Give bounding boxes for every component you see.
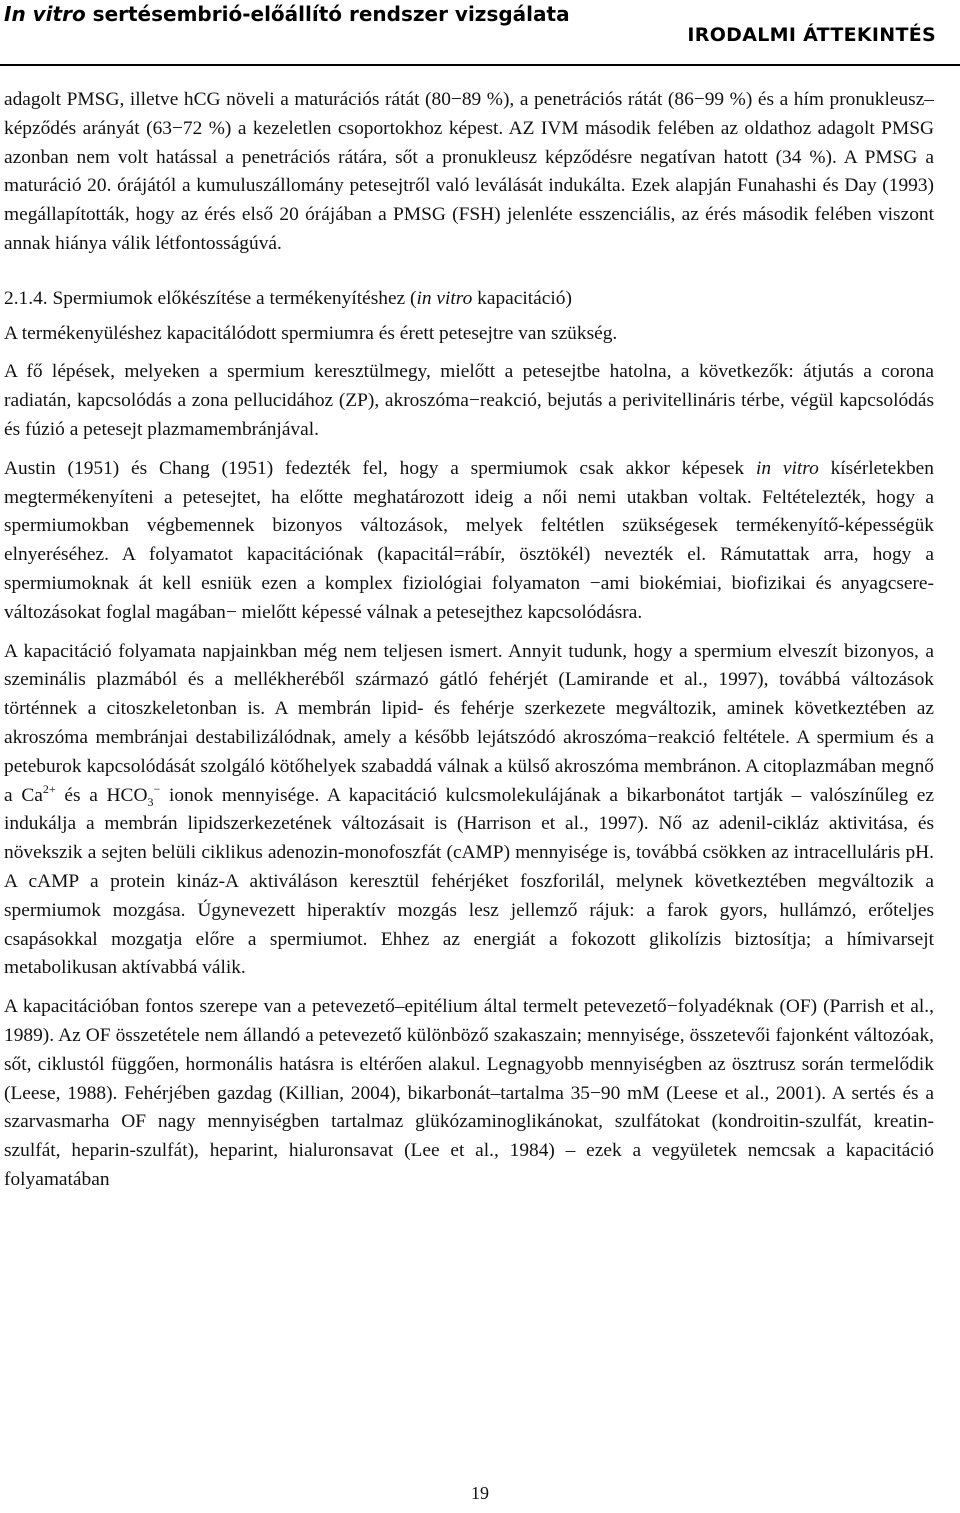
paragraph-5 (4, 638, 934, 984)
header-rule (0, 64, 960, 66)
header-title-rest: sertésembrió-előállító rendszer vizsgálata (85, 2, 570, 26)
paragraph-4 (4, 455, 934, 628)
paragraph-1: adagolt PMSG, illetve hCG növeli a maturációs rátát (80−89 %), a penetrációs rátát (86−99 %) és a hím pronukleusz–képződés arányát (63−72 %) a kezeletlen csoportokhoz képest. AZ IVM második felében az oldathoz adagolt PMSG azonban nem volt hatással a penetrációs rátára, sőt a pronukleusz képződésre negatívan hatott (34 %). A PMSG a maturáció 20. órájától a kumuluszállomány petesejtről való leválását indukálta. Ezek alapján Funahashi és Day (1993) megállapították, hogy az érés első 20 órájában a PMSG (FSH) jelenléte esszenciális, az érés második felében viszont annak hiánya válik létfontosságúvá. (4, 89, 934, 254)
header-title-italic: In vitro (4, 2, 86, 26)
heading-text-pre: 2.1.4. Spermiumok előkészítése a termékenyítéshez ( (4, 287, 417, 309)
bicarbonate-charge: − (153, 781, 161, 796)
paragraph-5-a: A kapacitáció folyamata napjainkban még nem teljesen ismert. Annyit tudunk, hogy a spermium elveszít bizonyos, a szeminális plazmából és a mellékheréből származó gátló fehérjét (Lamirande et al., 1997), továbbá változások történnek a citoszkeletonban is. A membrán lipid- és fehérje szerkezete megváltozik, aminek következtében az akroszóma membránjai destabilizálódnak, amely a később lejátszódó akroszóma−reakció feltétele. A spermium és a peteburok kapcsolódását szolgáló kötőhelyek szabaddá válnak a külső akroszóma membránon. A citoplazmában megnő a Ca (4, 640, 934, 806)
section-heading (4, 285, 934, 314)
running-header (0, 0, 960, 66)
calcium-charge: 2+ (42, 781, 56, 796)
header-section: IRODALMI ÁTTEKINTÉS (687, 24, 936, 46)
paragraph-4-italic: in vitro (755, 457, 819, 479)
bicarbonate-subscript: 3 (147, 794, 154, 809)
paragraph-3: A fő lépések, melyeken a spermium keresztülmegy, mielőtt a petesejtbe hatolna, a következők: átjutás a corona radiatán, kapcsolódás a zona pellucidához (ZP), akroszóma−reakció, bejutás a perivitellináris térbe, végül kapcsolódás és fúzió a petesejt plazmamembránjával. (4, 361, 934, 440)
paragraph-5-c: ionok mennyisége. A kapacitáció kulcsmolekulájának a bikarbonátot tartják – valószínűleg ez indukálja a membrán lipidszerkezetének változásait is (Harrison et al., 1997). Nő az adenil-cikláz aktivitása, és növekszik a sejten belüli ciklikus adenozin-monofoszfát (cAMP) mennyisége is, továbbá csökken az intracelluláris pH. A cAMP a protein kináz-A aktiváláson keresztül fehérjéket foszforilál, melynek következtében megváltozik a spermiumok mozgása. Úgynevezett hiperaktív mozgás lesz jellemző rájuk: a farok gyors, hullámzó, erőteljes csapásokkal mozgatja előre a spermiumot. Ehhez az energiát a fokozott glikolízis biztosítja; a hímivarsejt metabolikusan aktívabbá válik. (4, 784, 934, 979)
paragraph-4-pre: Austin (1951) és Chang (1951) fedezték fel, hogy a spermiumok csak akkor képesek (4, 457, 756, 479)
body-text (4, 86, 934, 1205)
paragraph-6: A kapacitációban fontos szerepe van a petevezető–epitélium által termelt petevezető−folyadéknak (OF) (Parrish et al., 1989). Az OF összetétele nem állandó a petevezető különböző szakaszain; mennyisége, összetevői fajonként változóak, sőt, ciklustól függően, hormonális hatásra is eltérően alakul. Legnagyobb mennyiségben az ösztrusz során termelődik (Leese, 1988). Fehérjében gazdag (Killian, 2004), bikarbonát–tartalma 35−90 mM (Leese et al., 2001). A sertés és a szarvasmarha OF nagy mennyiségben tartalmaz glükózaminoglikánokat, szulfátokat (kondroitin-szulfát, kreatin-szulfát, heparin-szulfát), heparint, hialuronsavat (Lee et al., 1984) – ezek a vegyületek nemcsak a kapacitáció folyamatában (4, 996, 934, 1190)
page-number: 19 (471, 1483, 489, 1503)
paragraph-2: A termékenyüléshez kapacitálódott spermiumra és érett petesejtre van szükség. (4, 322, 618, 344)
paragraph-4-post: kísérletekben megtermékenyíteni a petesejtet, ha előtte meghatározott ideig a női nemi utakban voltak. Feltételezték, hogy a spermiumokban végbemennek bizonyos változások, melyek feltétlen szükségesek termékenyítő-képességük elnyeréséhez. A folyamatot kapacitációnak (kapacitál=rábír, ösztökél) nevezték el. Rámutattak arra, hogy a spermiumoknak át kell esniük ezen a komplex fiziológiai folyamaton −ami biokémiai, biofizikai és anyagcsere-változásokat foglal magában− mielőtt képessé válnak a petesejthez kapcsolódásra. (4, 457, 934, 623)
header-title (4, 2, 570, 26)
heading-italic: in vitro (416, 287, 473, 309)
heading-text-post: kapacitáció) (472, 287, 572, 309)
paragraph-5-b: és a HCO (55, 784, 148, 806)
